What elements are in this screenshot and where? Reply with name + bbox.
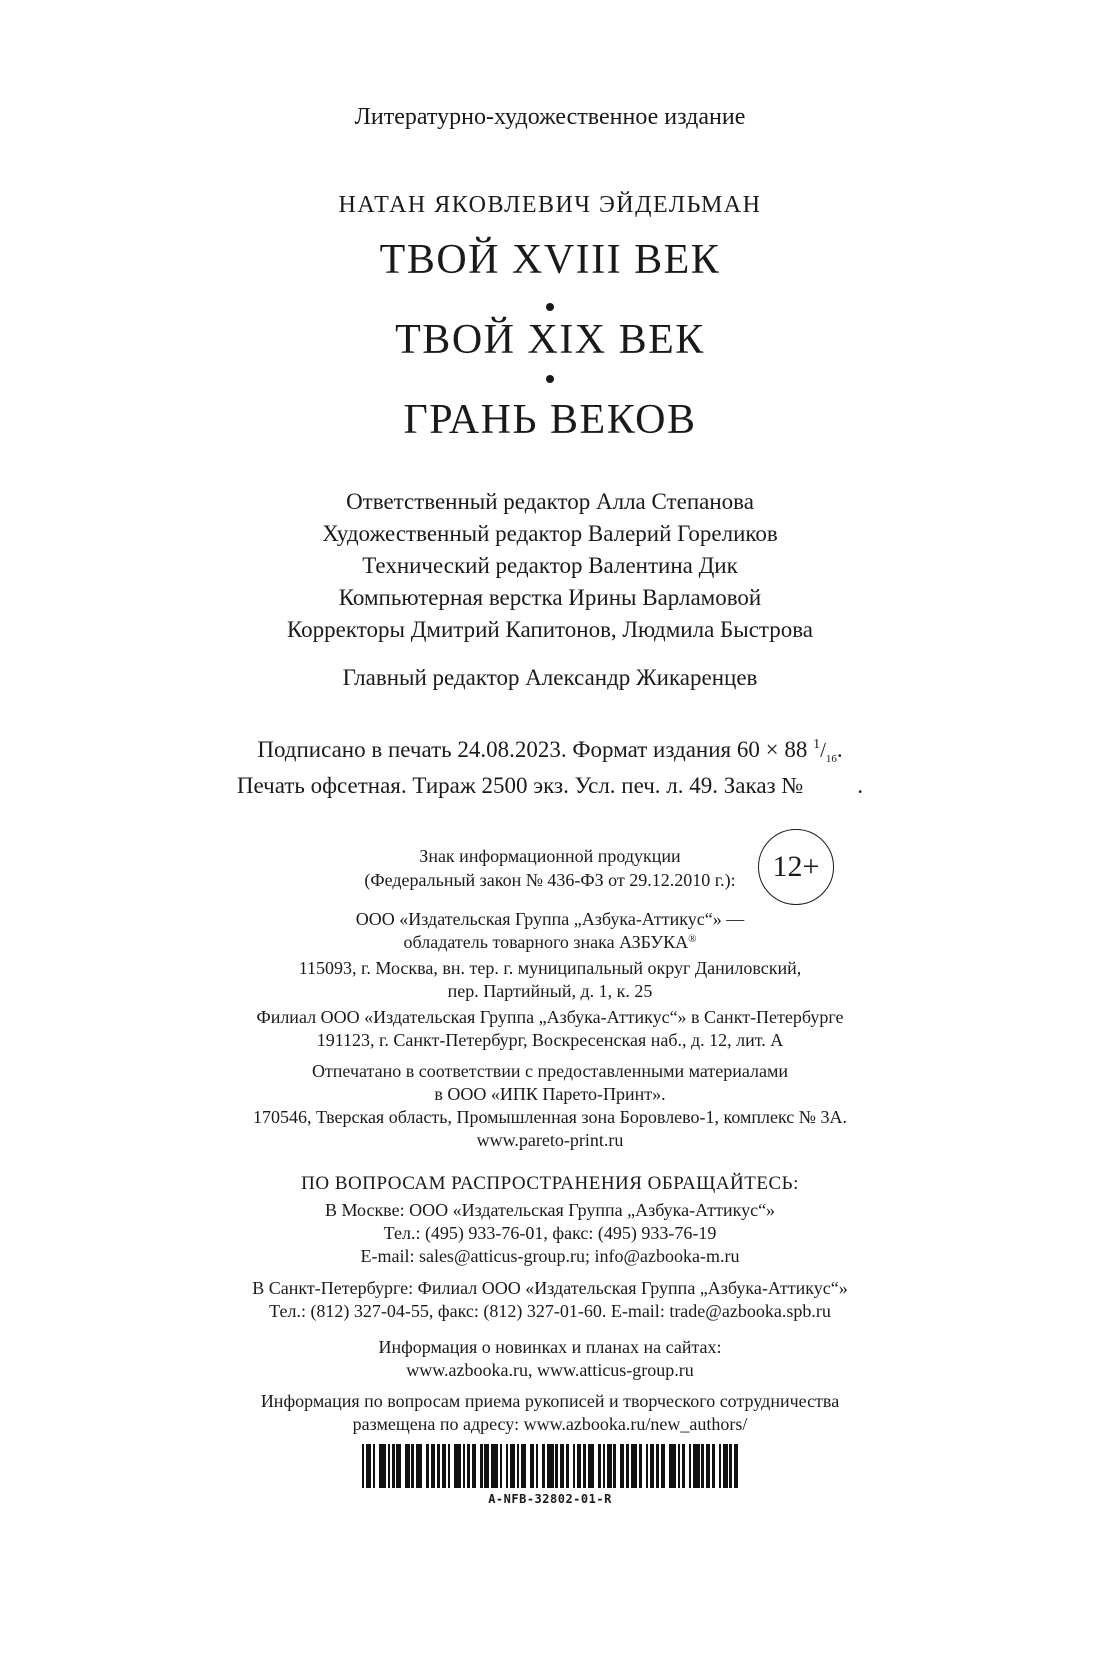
- print-info-line-2: [0, 770, 1100, 802]
- barcode-bar: [646, 1444, 648, 1488]
- barcode-bar: [383, 1444, 385, 1488]
- barcode-bar: [459, 1444, 461, 1488]
- barcode-bar: [663, 1444, 665, 1488]
- barcode-bar: [603, 1444, 605, 1488]
- sign-line-2: (Федеральный закон № 436-ФЗ от 29.12.2010 г.):: [364, 870, 736, 890]
- publisher-line: [0, 931, 1100, 957]
- sign-line-1: Знак информационной продукции: [419, 846, 681, 866]
- barcode-bar: [495, 1444, 497, 1488]
- title-separator-dot: [546, 303, 554, 311]
- barcode-bar: [712, 1444, 714, 1488]
- author-name: НАТАН ЯКОВЛЕВИЧ ЭЙДЕЛЬМАН: [338, 192, 762, 218]
- print-run-text: Печать офсетная. Тираж 2500 экз. Усл. печ. л. 49. Заказ №: [236, 773, 804, 798]
- manuscripts-info: [0, 1390, 1100, 1436]
- barcode-bar: [532, 1444, 534, 1488]
- branch-info: [0, 1006, 1100, 1052]
- barcode-bar: [392, 1444, 394, 1488]
- barcode-code: A-NFB-32802-01-R: [488, 1492, 612, 1506]
- barcode-bar: [609, 1444, 611, 1488]
- websites-info: [0, 1336, 1100, 1382]
- publisher-line: пер. Партийный, д. 1, к. 25: [447, 981, 653, 1001]
- format-slash: /: [820, 738, 826, 762]
- info-product-sign: [340, 844, 760, 892]
- book-title-2: ТВОЙ XIX ВЕК: [395, 317, 705, 363]
- book-title-1: ТВОЙ XVIII ВЕК: [379, 237, 721, 283]
- barcode-bar: [487, 1444, 489, 1488]
- barcode-bar: [411, 1444, 413, 1488]
- print-info-text: Подписано в печать 24.08.2023. Формат издания 60 × 88: [257, 737, 814, 762]
- staff-line: Компьютерная верстка Ирины Варламовой: [338, 585, 762, 610]
- age-rating-badge: 12+: [758, 829, 834, 905]
- websites-line: www.azbooka.ru, www.atticus-group.ru: [406, 1360, 694, 1380]
- spb-contact-line: В Санкт-Петербурге: Филиал ООО «Издательская Группа „Азбука-Аттикус“»: [252, 1278, 848, 1298]
- printer-line: в ООО «ИПК Парето-Принт».: [434, 1084, 666, 1104]
- barcode-bar: [639, 1444, 641, 1488]
- branch-line: Филиал ООО «Издательская Группа „Азбука-Аттикус“» в Санкт-Петербурге: [256, 1007, 844, 1027]
- distribution-contacts: [0, 1199, 1100, 1323]
- book-title-3: ГРАНЬ ВЕКОВ: [403, 397, 697, 443]
- barcode-bar: [573, 1444, 575, 1488]
- barcode-bar: [652, 1444, 654, 1488]
- barcode-bar: [697, 1444, 699, 1488]
- publisher-line: 115093, г. Москва, вн. тер. г. муниципальный округ Даниловский,: [298, 958, 802, 978]
- barcode-bar: [437, 1444, 439, 1488]
- barcode-bar: [622, 1444, 624, 1488]
- barcode-bar: [555, 1444, 557, 1488]
- barcode-bar: [373, 1444, 375, 1488]
- barcode-bar: [592, 1444, 594, 1488]
- barcode-bar: [635, 1444, 637, 1488]
- barcode-bar: [523, 1444, 525, 1488]
- barcode-bar: [474, 1444, 476, 1488]
- barcode-bar: [689, 1444, 691, 1488]
- barcode-bar: [729, 1444, 731, 1488]
- barcode-bar: [736, 1444, 738, 1488]
- distribution-heading: ПО ВОПРОСАМ РАСПРОСТРАНЕНИЯ ОБРАЩАЙТЕСЬ:: [301, 1173, 799, 1194]
- barcode-bar: [368, 1444, 370, 1488]
- barcode-bar: [701, 1444, 703, 1488]
- barcode-bar: [362, 1444, 364, 1488]
- order-period: .: [857, 773, 864, 798]
- barcode-bar: [682, 1444, 684, 1488]
- moscow-contact-line: В Москве: ООО «Издательская Группа „Азбука-Аттикус“»: [324, 1200, 776, 1220]
- registered-mark: ®: [688, 933, 697, 945]
- barcode-bar: [426, 1444, 428, 1488]
- barcode-bar: [566, 1444, 568, 1488]
- barcode-bar: [626, 1444, 628, 1488]
- staff-line: Технический редактор Валентина Дик: [362, 553, 738, 578]
- barcode-bar: [613, 1444, 615, 1488]
- trademark-text: обладатель товарного знака АЗБУКА: [403, 932, 689, 952]
- staff-line: Корректоры Дмитрий Капитонов, Людмила Быстрова: [286, 617, 814, 642]
- printer-line: 170546, Тверская область, Промышленная зона Боровлево-1, комплекс № 3А.: [253, 1107, 847, 1127]
- barcode-bar: [542, 1444, 544, 1488]
- barcode-bar: [433, 1444, 435, 1488]
- barcode-bar: [583, 1444, 585, 1488]
- format-numerator: 1: [813, 737, 821, 752]
- format-denominator: 16: [825, 753, 837, 765]
- printer-line: Отпечатано в соответствии с предоставленными материалами: [311, 1061, 789, 1081]
- spacer: [0, 1268, 1100, 1277]
- barcode-bar: [463, 1444, 465, 1488]
- barcode-bar: [708, 1444, 710, 1488]
- manuscripts-line: размещена по адресу: www.azbooka.ru/new_authors/: [352, 1414, 748, 1434]
- moscow-contact-line: Тел.: (495) 933-76-01, факс: (495) 933-76-19: [383, 1223, 717, 1243]
- edition-type: Литературно-художественное издание: [354, 104, 746, 130]
- moscow-contact-line: E-mail: sales@atticus-group.ru; info@azbooka-m.ru: [360, 1246, 740, 1266]
- barcode-bar: [536, 1444, 538, 1488]
- websites-line: Информация о новинках и планах на сайтах:: [378, 1337, 722, 1357]
- spb-contact-line: Тел.: (812) 327-04-55, факс: (812) 327-01-60. E-mail: trade@azbooka.spb.ru: [269, 1301, 831, 1321]
- barcode-bar: [674, 1444, 676, 1488]
- barcode-bar: [467, 1444, 469, 1488]
- barcode-bar: [399, 1444, 401, 1488]
- barcode-bar: [388, 1444, 390, 1488]
- barcode-bar: [512, 1444, 514, 1488]
- barcode-bar: [725, 1444, 727, 1488]
- chief-editor: Главный редактор Александр Жикаренцев: [342, 665, 758, 690]
- publisher-info: [0, 908, 1100, 1003]
- barcode-bar: [598, 1444, 600, 1488]
- barcode-bar: [551, 1444, 553, 1488]
- barcode-bar: [562, 1444, 564, 1488]
- print-info-line-1: [0, 734, 1100, 770]
- barcode-bar: [678, 1444, 680, 1488]
- barcode-bar: [480, 1444, 482, 1488]
- barcode-bar: [656, 1444, 658, 1488]
- barcode-bar: [517, 1444, 519, 1488]
- barcode-bar: [579, 1444, 581, 1488]
- barcode: [362, 1444, 738, 1488]
- barcode-bar: [420, 1444, 422, 1488]
- publisher-line: ООО «Издательская Группа „Азбука-Аттикус“» —: [355, 909, 745, 929]
- title-separator-dot: [546, 375, 554, 383]
- printer-website: www.pareto-print.ru: [476, 1130, 624, 1150]
- manuscripts-line: Информация по вопросам приема рукописей и творческого сотрудничества: [260, 1391, 840, 1411]
- barcode-bar: [506, 1444, 508, 1488]
- barcode-bar: [444, 1444, 446, 1488]
- barcode-bar: [448, 1444, 450, 1488]
- barcode-bar: [500, 1444, 502, 1488]
- barcode-bar: [407, 1444, 409, 1488]
- editorial-staff: [0, 486, 1100, 646]
- staff-line: Художественный редактор Валерий Гореликов: [322, 521, 778, 546]
- branch-line: 191123, г. Санкт-Петербург, Воскресенская наб., д. 12, лит. А: [316, 1030, 784, 1050]
- printer-info: [0, 1060, 1100, 1152]
- barcode-bar: [719, 1444, 721, 1488]
- format-period: .: [836, 737, 843, 762]
- print-info: [0, 734, 1100, 802]
- staff-line: Ответственный редактор Алла Степанова: [346, 489, 754, 514]
